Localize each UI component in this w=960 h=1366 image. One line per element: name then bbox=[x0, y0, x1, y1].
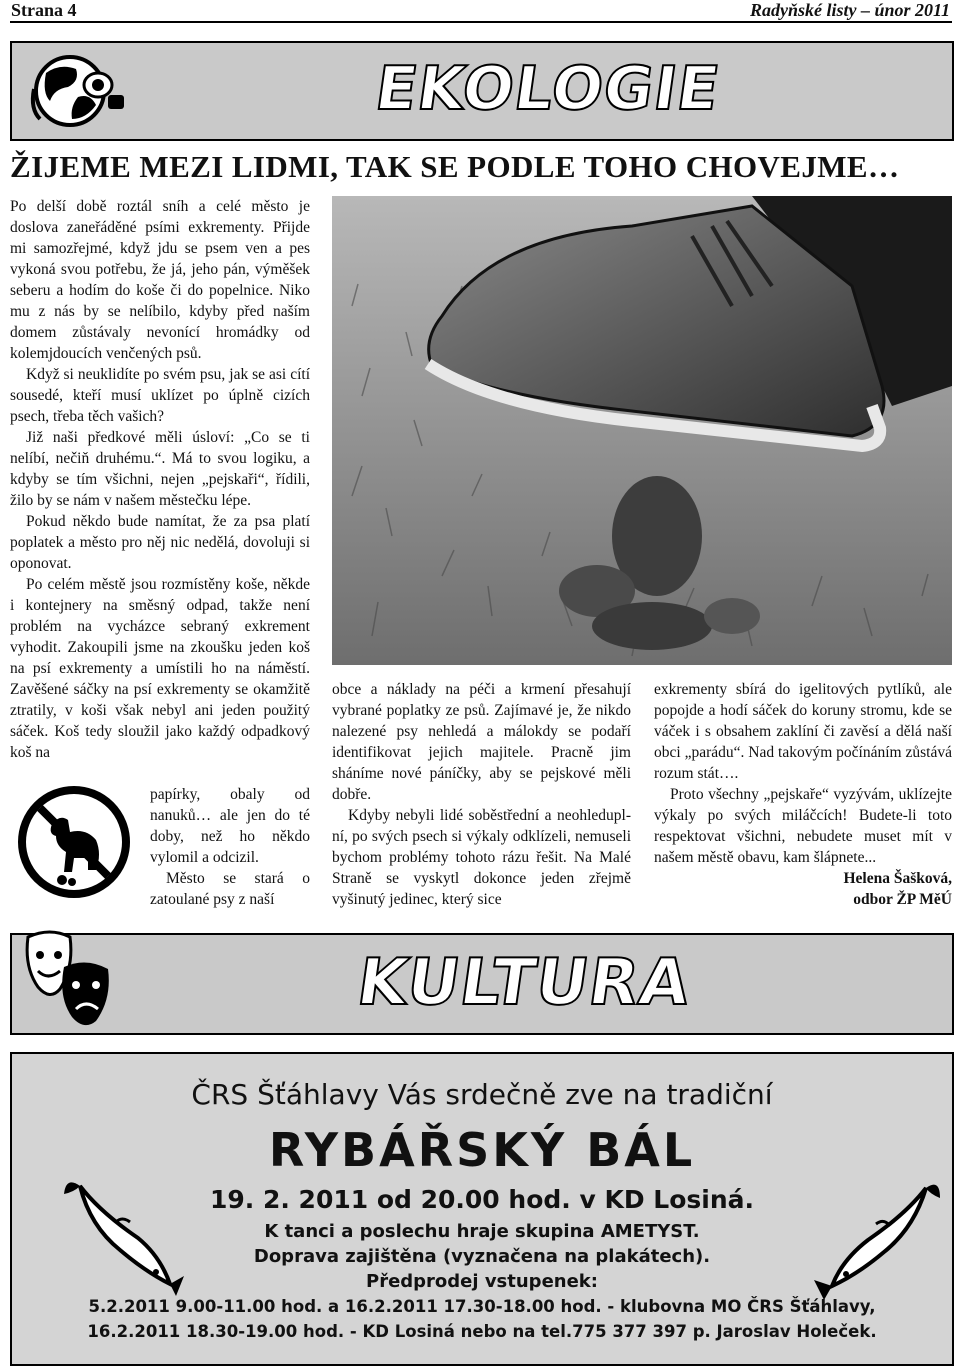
gas-mask-globe-icon bbox=[20, 49, 132, 133]
invitation-date-place: 19. 2. 2011 od 20.00 hod. v KD Losiná. bbox=[209, 1185, 755, 1214]
page-number: Strana 4 bbox=[11, 0, 77, 20]
shoe-stepping-photo bbox=[332, 196, 952, 665]
publication-title: Radyňské listy – únor 2011 bbox=[749, 0, 950, 20]
article-column-2 bbox=[332, 679, 631, 910]
invitation-presale-heading: Předprodej vstupenek: bbox=[366, 1271, 598, 1292]
signature-name: Helena Šašková, bbox=[843, 870, 952, 887]
article-photo-shoe bbox=[332, 196, 952, 665]
left-fish-icon bbox=[60, 1172, 190, 1304]
article-paragraph: Po delší době roztál sníh a celé město je doslova zaneřáděné psími exkrementy. Přijde mi samozřejmé, když jdu se psem ven a pes vykoná svou potřebu, že já, jeho pán, výměšek seberu a hodím do koše či do popelnice. Niko mu z nás by se nelíbilo, kdyby před naším domem zůstávaly nevonící hromádky od kolemjdoucích venčených psů. bbox=[10, 198, 310, 362]
article-paragraph: obce a náklady na péči a krmení přesahují vybrané poplatky ze psů. Zajímavé je, že nikdo nalezené psy nehledá a málokdy se podaří identifikovat jejich majitele. Pracně jim sháníme nové páníčky, aby se pejskové měli dobře. bbox=[332, 681, 631, 803]
header-rule bbox=[10, 21, 952, 23]
article-paragraph: Již naši předkové měli úsloví: „Co se ti nelíbí, nečiň druhému.“. Má to svou logiku, a kdyby se tím všichni, nejen „pejskaři“, řídili, žilo by se nám v našem městečku lépe. bbox=[10, 429, 310, 509]
ekologie-banner bbox=[10, 41, 954, 141]
invitation-presale-line-1: 5.2.2011 9.00-11.00 hod. a 16.2.2011 17.30-18.00 hod. - klubovna MO ČRS Šťáhlavy, bbox=[88, 1297, 876, 1316]
article-column-1-continued bbox=[150, 784, 310, 910]
no-dog-fouling-icon bbox=[16, 784, 132, 900]
section-title-kultura: KULTURA bbox=[352, 946, 696, 1020]
invitation-intro: ČRS Šťáhlavy Vás srdečně zve na tradiční bbox=[191, 1078, 773, 1111]
article-headline: ŽIJEME MEZI LIDMI, TAK SE PODLE TOHO CHOVEJME… bbox=[10, 149, 900, 184]
invitation-music: K tanci a poslechu hraje skupina AMETYST. bbox=[264, 1221, 700, 1242]
kultura-banner bbox=[10, 933, 954, 1035]
article-paragraph: Proto všechny „pejskaře“ vyzývám, uklízejte výkaly po svých miláčcích! Budete-li toto respektovat všichni, nebudete muset mít v našem městě obavu, kam šlápnete... bbox=[654, 786, 952, 866]
article-paragraph: Kdyby nebyli lidé soběstřední a neohleduplní, po svých psech si výkaly odklízeli, nemuseli bychom problémy tohoto rázu řešit. Na Malé Straně se vyskytl dokonce jeden zřejmě vyšinutý jedinec, který sice bbox=[332, 807, 631, 908]
invitation-presale-line-2: 16.2.2011 18.30-19.00 hod. - KD Losiná nebo na tel.775 377 397 p. Jaroslav Holeček. bbox=[87, 1322, 877, 1341]
article-paragraph: Když si neuklidíte po svém psu, jak se asi cítí sousedé, kteří musí uklízet po úplně cizích psech, třeba těch vašich? bbox=[10, 366, 310, 425]
signature-role: odbor ŽP MěÚ bbox=[853, 891, 952, 908]
invitation-event-title: RYBÁŘSKÝ BÁL bbox=[268, 1123, 696, 1177]
article-paragraph: papírky, obaly od nanuků… ale jen do té doby, než ho někdo vylomil a odcizil. bbox=[150, 786, 310, 866]
theatre-masks-icon bbox=[20, 927, 116, 1035]
fishermans-ball-invitation bbox=[10, 1052, 954, 1366]
article-column-1 bbox=[10, 196, 310, 763]
article-paragraph: Po celém městě jsou rozmístěny koše, někde i kontejnery na směsný odpad, takže není problém na vycházce sebraný exkrement vyhodit. Zakoupili jsme na zkoušku jeden koš na psí exkrementy a umístili ho na náměstí. Zavěšené sáčky na psí exkrementy se okamžitě ztratily, v koši však nebyl ani jeden použitý sáček. Koš tedy sloužil jako každý odpadkový koš na bbox=[10, 576, 310, 761]
right-fish-icon bbox=[802, 1174, 942, 1306]
article-paragraph: Pokud někdo bude namítat, že za psa platí poplatek a město pro něj nic nedělá, dovoluji si oponovat. bbox=[10, 513, 310, 572]
article-paragraph: Město se stará o zatoulané psy z naší bbox=[150, 870, 310, 908]
article-column-3 bbox=[654, 679, 952, 910]
article-paragraph: exkrementy sbírá do igelitových pytlíků, ale popojde a hodí sáček do koruny stromu, kde se váček i s obsahem zaklíní či zavěsí a dělá naší obci „parádu“. Nad takovým počínáním zůstává rozum stát…. bbox=[654, 681, 952, 782]
invitation-transport: Doprava zajištěna (vyznačena na plakátech). bbox=[253, 1246, 711, 1267]
section-title-ekologie: EKOLOGIE bbox=[371, 54, 725, 124]
